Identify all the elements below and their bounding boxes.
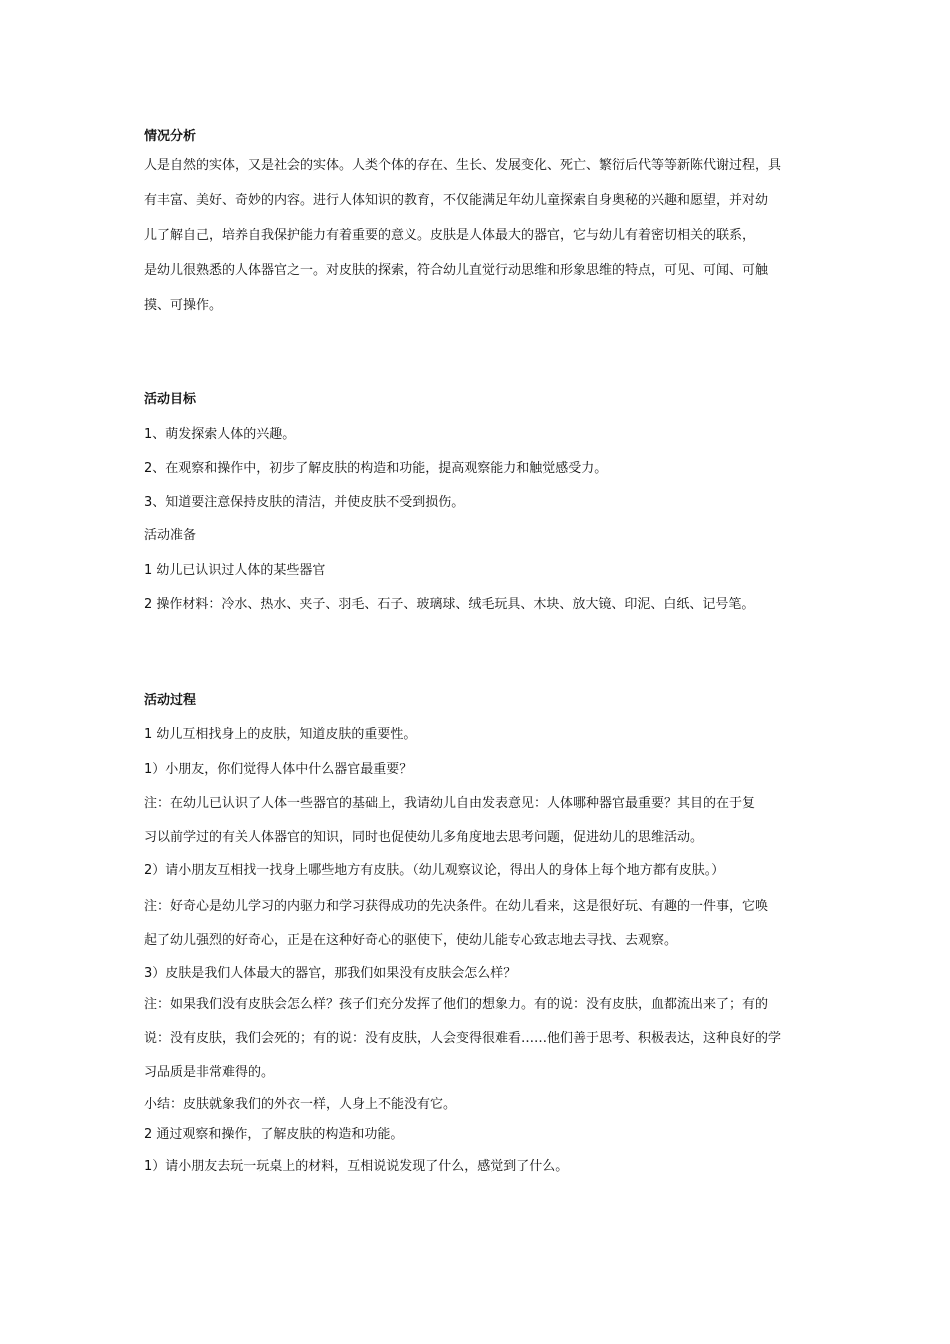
note-line: 习品质是非常难得的。	[144, 1065, 275, 1080]
process-line: 3）皮肤是我们人体最大的器官，那我们如果没有皮肤会怎么样？	[144, 966, 517, 981]
section-heading-situation-analysis: 情况分析	[144, 129, 197, 144]
paragraph-line: 有丰富、美好、奇妙的内容。进行人体知识的教育，不仅能满足年幼儿童探索自身奥秘的兴趣和愿望，并对幼	[144, 193, 769, 208]
paragraph-line: 儿了解自己，培养自我保护能力有着重要的意义。皮肤是人体最大的器官，它与幼儿有着密切相关的联系，	[144, 228, 756, 243]
process-line: 1）请小朋友去玩一玩桌上的材料，互相说说发现了什么，感觉到了什么。	[144, 1159, 569, 1174]
process-line: 1）小朋友，你们觉得人体中什么器官最重要？	[144, 762, 413, 777]
process-line: 2 通过观察和操作，了解皮肤的构造和功能。	[144, 1127, 404, 1142]
note-line: 习以前学过的有关人体器官的知识，同时也促使幼儿多角度地去思考问题，促进幼儿的思维活动。	[144, 830, 704, 845]
note-line: 注：在幼儿已认识了人体一些器官的基础上，我请幼儿自由发表意见：人体哪种器官最重要？其目的在于复	[144, 796, 756, 811]
process-line: 2）请小朋友互相找一找身上哪些地方有皮肤。（幼儿观察议论，得出人的身体上每个地方都有皮肤。）	[144, 863, 725, 878]
paragraph-line: 人是自然的实体，又是社会的实体。人类个体的存在、生长、发展变化、死亡、繁衍后代等等新陈代谢过程，具	[144, 158, 782, 173]
note-line: 注：好奇心是幼儿学习的内驱力和学习获得成功的先决条件。在幼儿看来，这是很好玩、有趣的一件事，它唤	[144, 899, 769, 914]
paragraph-line: 摸、可操作。	[144, 298, 223, 313]
section-heading-activity-goals: 活动目标	[144, 392, 197, 407]
preparation-item: 1 幼儿已认识过人体的某些器官	[144, 563, 326, 578]
subheading-activity-preparation: 活动准备	[144, 528, 197, 543]
summary-line: 小结：皮肤就象我们的外衣一样，人身上不能没有它。	[144, 1097, 457, 1112]
note-line: 说：没有皮肤，我们会死的；有的说：没有皮肤，人会变得很难看……他们善于思考、积极表达，这种良好的学	[144, 1031, 782, 1046]
paragraph-line: 是幼儿很熟悉的人体器官之一。对皮肤的探索，符合幼儿直觉行动思维和形象思维的特点，可见、可闻、可触	[144, 263, 769, 278]
note-line: 起了幼儿强烈的好奇心，正是在这种好奇心的驱使下，使幼儿能专心致志地去寻找、去观察。	[144, 933, 678, 948]
preparation-item: 2 操作材料：冷水、热水、夹子、羽毛、石子、玻璃球、绒毛玩具、木块、放大镜、印泥、白纸、记号笔。	[144, 597, 755, 612]
note-line: 注：如果我们没有皮肤会怎么样？孩子们充分发挥了他们的想象力。有的说：没有皮肤，血都流出来了；有的	[144, 997, 769, 1012]
goal-item: 1、萌发探索人体的兴趣。	[144, 427, 296, 442]
section-heading-activity-process: 活动过程	[144, 693, 197, 708]
goal-item: 3、知道要注意保持皮肤的清洁，并使皮肤不受到损伤。	[144, 495, 465, 510]
process-line: 1 幼儿互相找身上的皮肤，知道皮肤的重要性。	[144, 727, 417, 742]
goal-item: 2、在观察和操作中，初步了解皮肤的构造和功能，提高观察能力和触觉感受力。	[144, 461, 608, 476]
